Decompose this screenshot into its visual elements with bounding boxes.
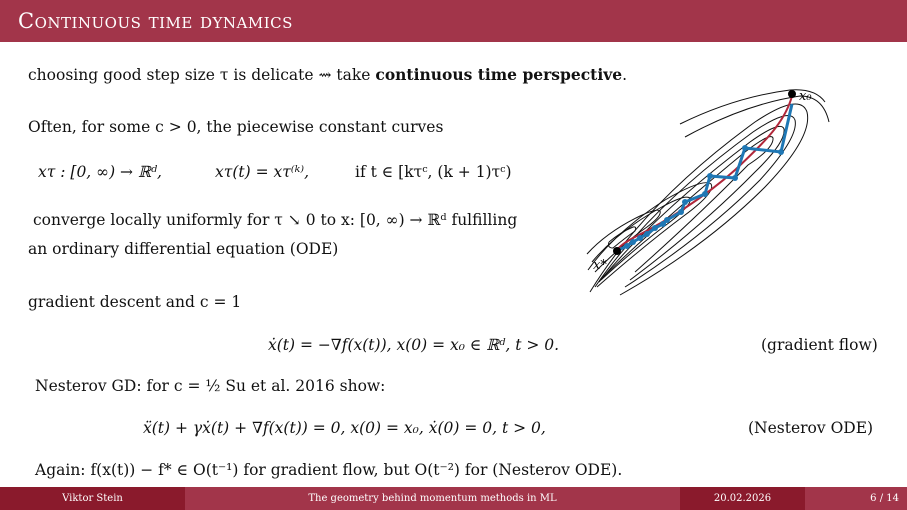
optimization-figure (585, 82, 830, 300)
iterate-path (618, 104, 792, 250)
footer-bar (0, 487, 907, 510)
footer-date: 20.02.2026 (680, 487, 805, 510)
title-bar (0, 0, 907, 42)
minimizer-point (613, 247, 621, 255)
curve-condition: if t ∈ [kτᶜ, (k + 1)τᶜ) (355, 163, 512, 181)
curve-def: xτ(t) = xτ⁽ᵏ⁾, (215, 163, 309, 181)
rate-line: Again: f(x(t)) − f* ∈ O(t⁻¹) for gradient flow, but O(t⁻²) for (Nesterov ODE). (35, 461, 623, 479)
curve-domain: xτ : [0, ∞) → ℝᵈ, (38, 163, 162, 181)
nesterov-tag: (Nesterov ODE) (748, 419, 874, 437)
intro-end: . (622, 66, 628, 84)
intro-line (28, 65, 627, 84)
gd-line: gradient descent and c = 1 (28, 293, 242, 311)
ode-line: an ordinary differential equation (ODE) (28, 240, 339, 258)
convergence-line: converge locally uniformly for τ ↘ 0 to x: [0, ∞) → ℝᵈ fulfilling (33, 211, 518, 229)
gradient-flow-tag: (gradient flow) (761, 336, 878, 354)
footer-page-number: 6 / 14 (805, 487, 907, 510)
start-label: x₀ (799, 89, 812, 104)
curves-line: Often, for some c > 0, the piecewise constant curves (28, 118, 444, 136)
minimizer-label: x* (593, 258, 607, 273)
slide-title: Continuous time dynamics (18, 9, 293, 33)
intro-bold: continuous time perspective (375, 65, 623, 84)
nesterov-equation: ẍ(t) + γẋ(t) + ∇f(x(t)) = 0, x(0) = x₀, ẋ(0) = 0, t > 0, (143, 419, 546, 437)
footer-title: The geometry behind momentum methods in ML (185, 487, 680, 510)
start-point (788, 90, 796, 98)
footer-author: Viktor Stein (0, 487, 185, 510)
gradient-flow-equation: ẋ(t) = −∇f(x(t)), x(0) = x₀ ∈ ℝᵈ, t > 0. (268, 336, 560, 354)
iterate-points (624, 145, 784, 249)
intro-text: choosing good step size τ is delicate ⇝ take (28, 66, 376, 84)
nesterov-line: Nesterov GD: for c = ½ Su et al. 2016 show: (35, 377, 386, 395)
